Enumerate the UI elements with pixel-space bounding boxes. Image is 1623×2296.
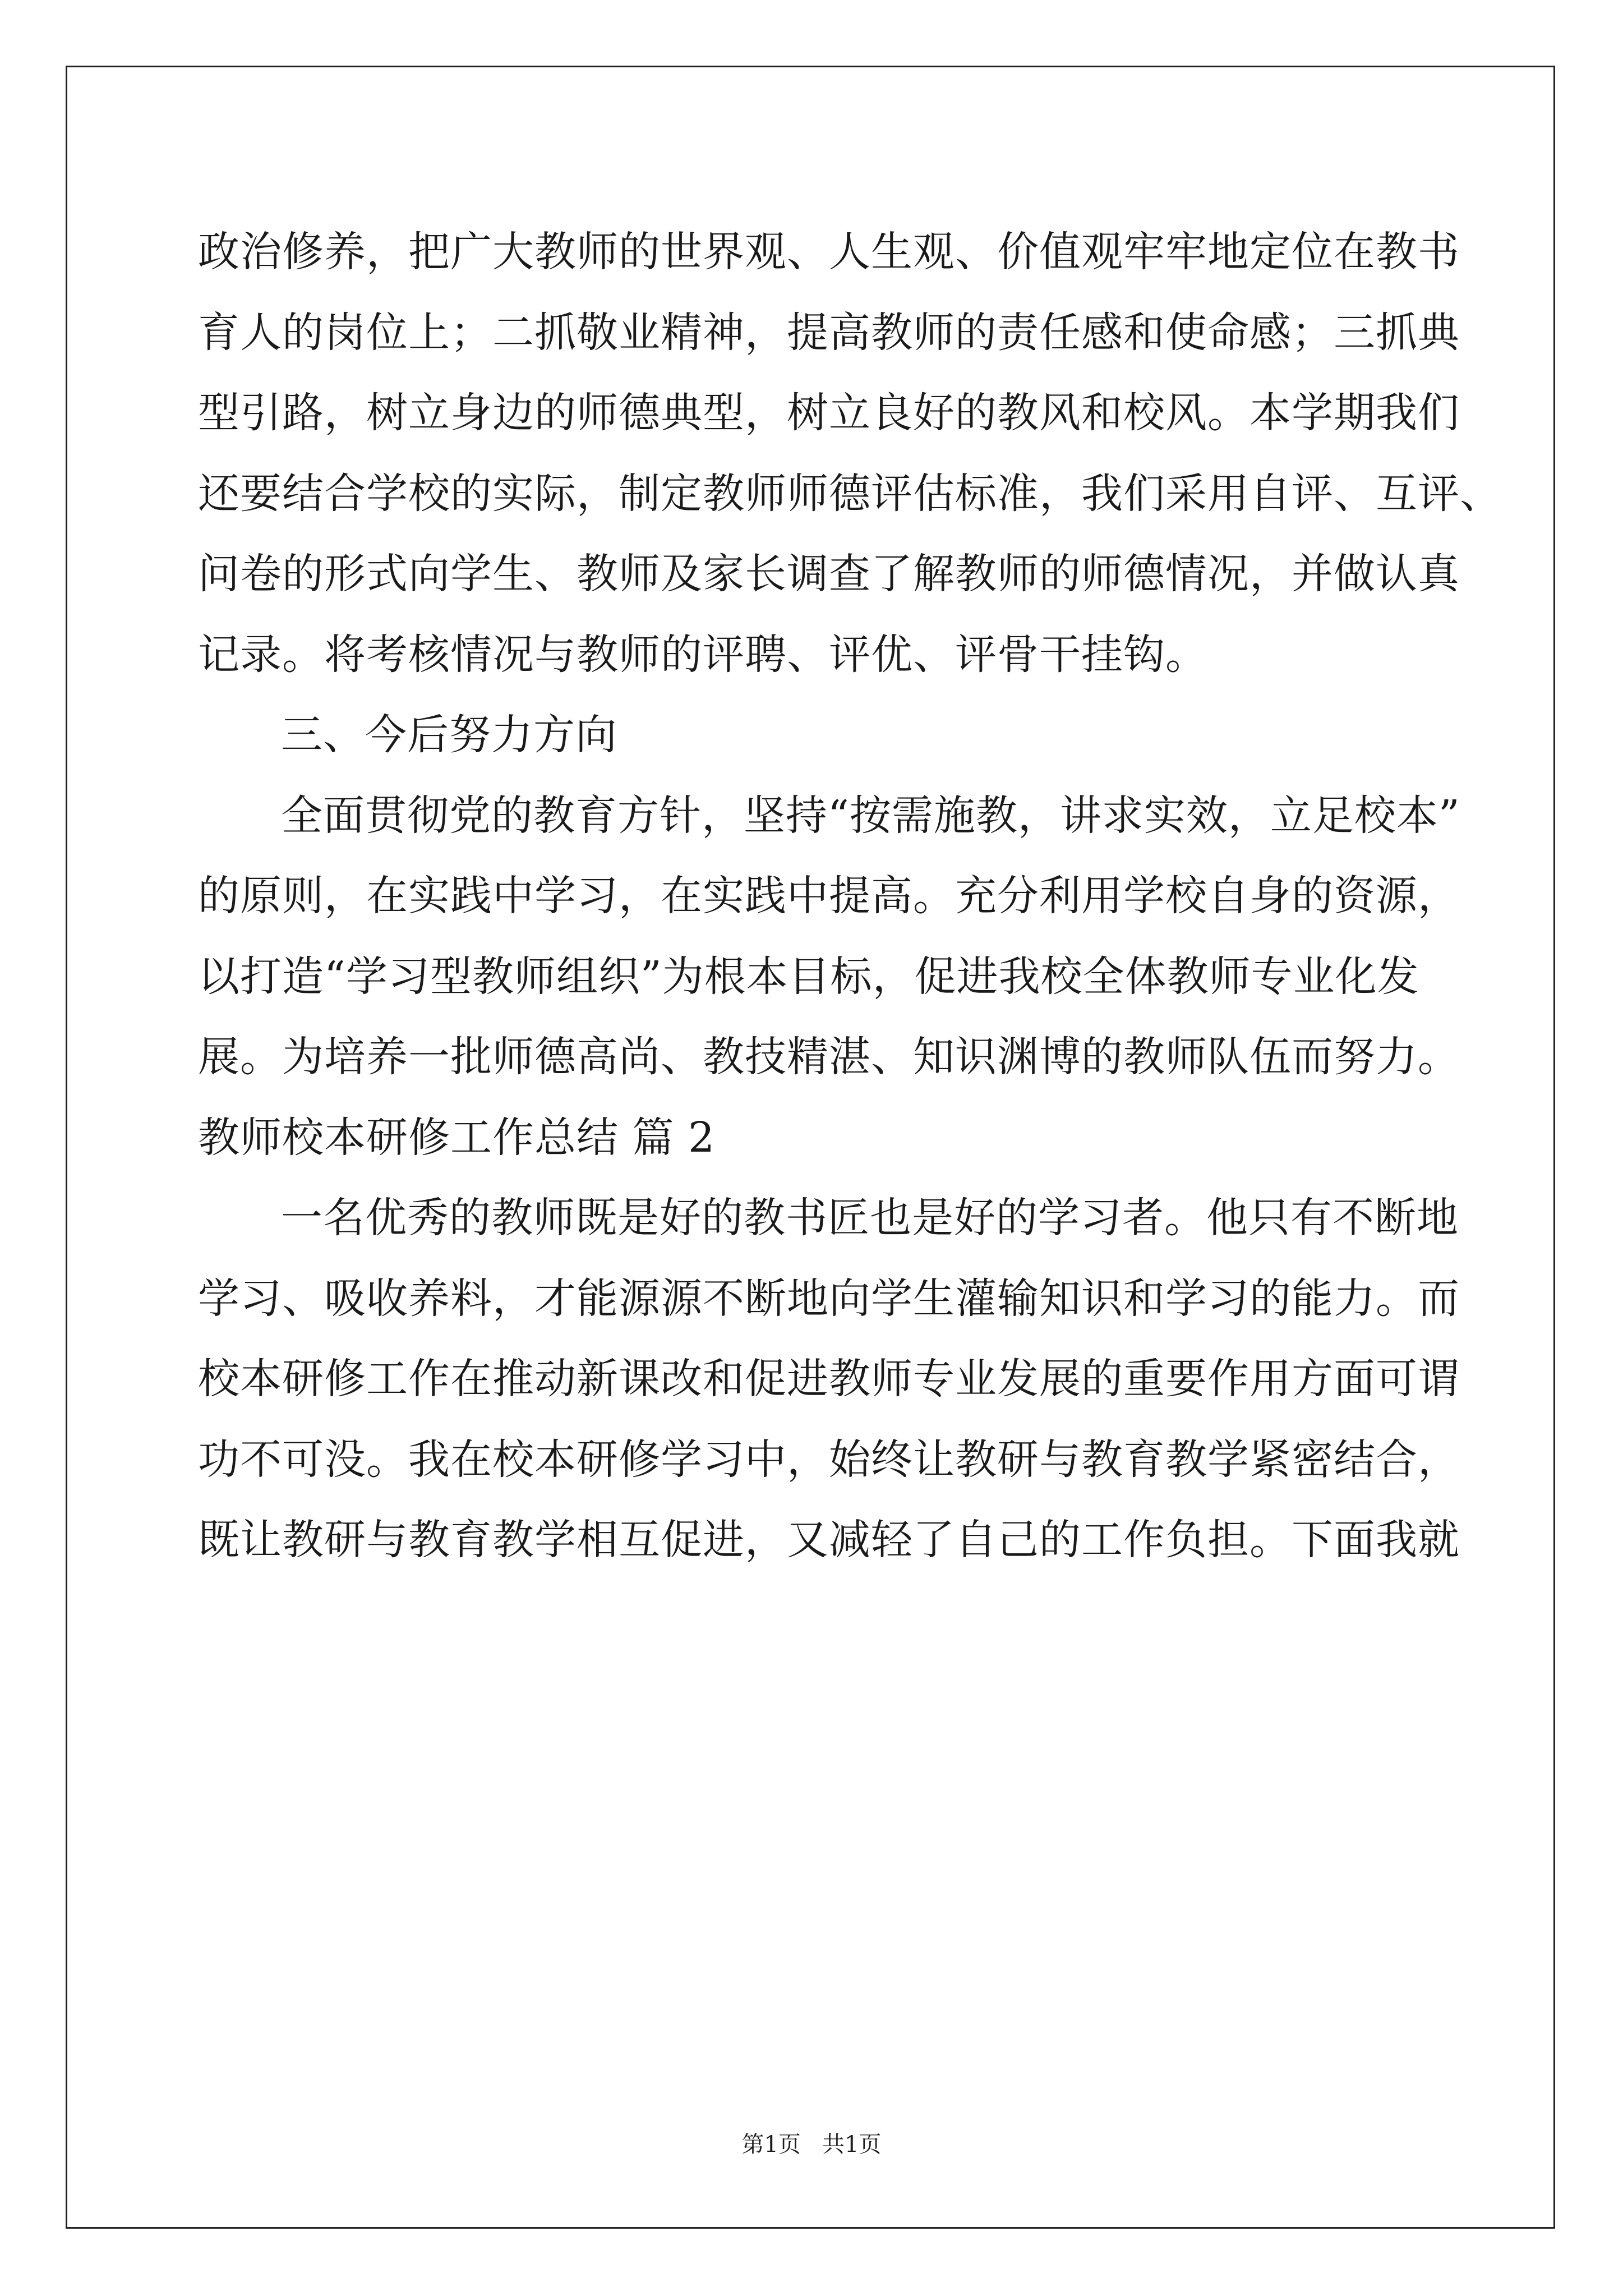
text-line: 政治修养，把广大教师的世界观、人生观、价值观牢牢地定位在教书 [198, 228, 1460, 276]
text-line: 还要结合学校的实际，制定教师师德评估标准，我们采用自评、互评、 [198, 469, 1502, 518]
page-number-footer: 第1页 共1页 [741, 2132, 882, 2157]
text-line: 问卷的形式向学生、教师及家长调查了解教师的师德情况，并做认真 [198, 550, 1460, 598]
article-title: 教师校本研修工作总结 篇 2 [198, 1113, 716, 1162]
document-body [198, 212, 1502, 1581]
text-line: 展。为培养一批师德高尚、教技精湛、知识渊博的教师队伍而努力。 [198, 1033, 1460, 1081]
text-line: 既让教研与教育教学相互促进，又减轻了自己的工作负担。下面我就 [198, 1516, 1460, 1564]
text-line: 功不可没。我在校本研修学习中，始终让教研与教育教学紧密结合， [198, 1435, 1460, 1484]
section-heading: 三、今后努力方向 [281, 711, 617, 759]
text-line: 记录。将考核情况与教师的评聘、评优、评骨干挂钩。 [198, 630, 1207, 679]
text-line: 校本研修工作在推动新课改和促进教师专业发展的重要作用方面可谓 [198, 1355, 1460, 1403]
text-line: 的原则，在实践中学习，在实践中提高。充分利用学校自身的资源， [198, 872, 1460, 920]
text-line: 学习、吸收养料，才能源源不断地向学生灌输知识和学习的能力。而 [198, 1274, 1460, 1323]
text-line: 育人的岗位上；二抓敬业精神，提高教师的责任感和使命感；三抓典 [198, 308, 1460, 357]
text-line: 全面贯彻党的教育方针，坚持“按需施教，讲求实效，立足校本” [281, 791, 1460, 840]
text-line: 一名优秀的教师既是好的教书匠也是好的学习者。他只有不断地 [281, 1194, 1459, 1242]
text-line: 型引路，树立身边的师德典型，树立良好的教风和校风。本学期我们 [198, 389, 1460, 437]
text-line: 以打造“学习型教师组织”为根本目标，促进我校全体教师专业化发 [198, 952, 1419, 1001]
